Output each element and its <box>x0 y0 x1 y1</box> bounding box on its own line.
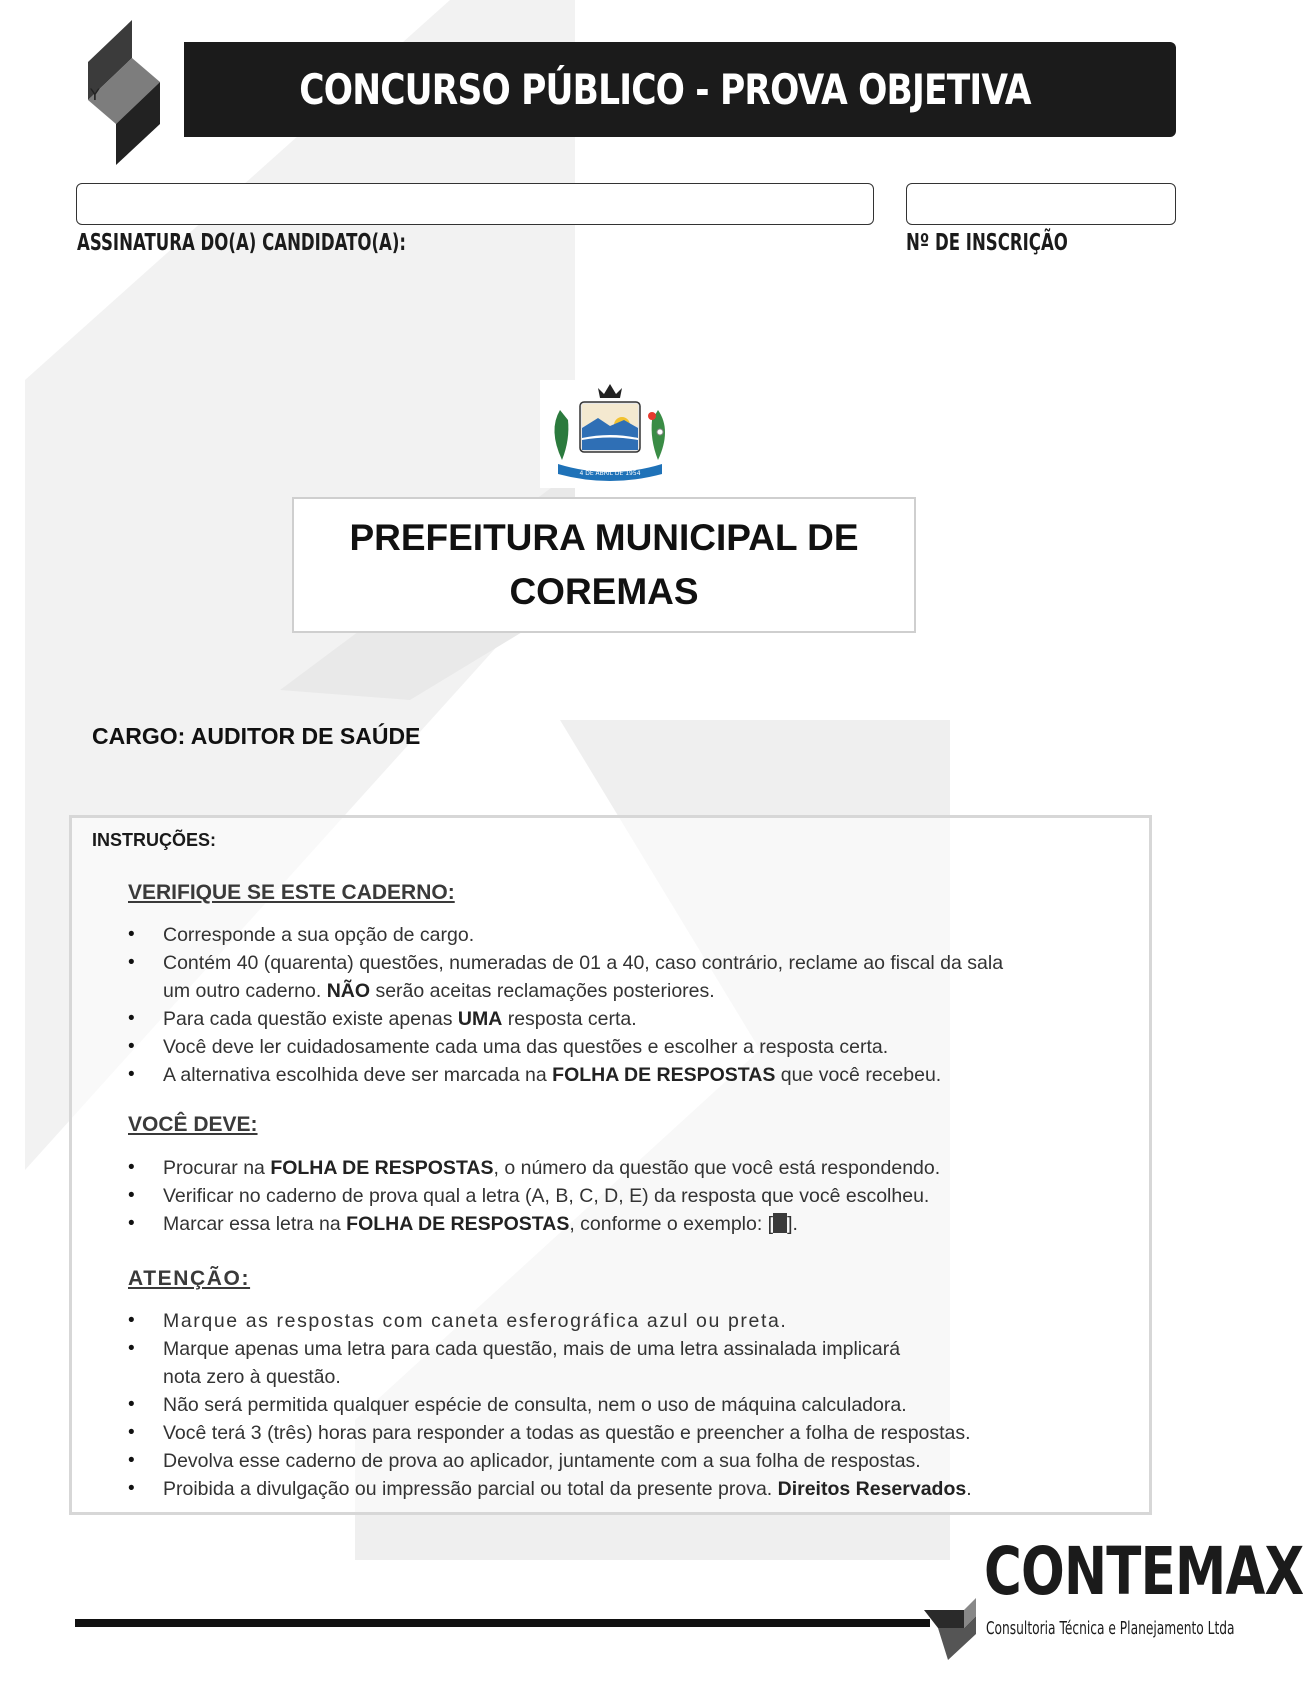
list-item: • Marque as respostas com caneta esferográfica azul ou preta. <box>128 1307 1128 1335</box>
contemax-logo-icon <box>80 20 190 165</box>
footer-rule <box>75 1619 930 1627</box>
brand-tagline: Consultoria Técnica e Planejamento Ltda <box>986 1618 1235 1639</box>
section-heading-atencao: ATENÇÃO: <box>128 1267 251 1290</box>
list-item: • Você deve ler cuidadosamente cada uma das questões e escolher a resposta certa. <box>128 1033 1128 1061</box>
list-item: • Contém 40 (quarenta) questões, numeradas de 01 a 40, caso contrário, reclame ao fiscal da sala um outro caderno. NÃO serão aceitas reclamações posteriores. <box>128 949 1128 1005</box>
instructions-title: INSTRUÇÕES: <box>92 830 217 850</box>
list-item: • Não será permitida qualquer espécie de consulta, nem o uso de máquina calculadora. <box>128 1391 1128 1419</box>
registration-label: Nº DE INSCRIÇÃO <box>906 230 1068 256</box>
exam-title: CONCURSO PÚBLICO - PROVA OBJETIVA <box>299 65 1031 114</box>
section-heading-voce-deve: VOCÊ DEVE: <box>128 1113 258 1136</box>
list-item: • Você terá 3 (três) horas para responder a todas as questão e preencher a folha de respostas. <box>128 1419 1128 1447</box>
list-item: • Marque apenas uma letra para cada questão, mais de uma letra assinalada implicará nota zero à questão. <box>128 1335 1128 1391</box>
municipality-title <box>349 511 858 619</box>
signature-label: ASSINATURA DO(A) CANDIDATO(A): <box>77 230 407 256</box>
list-item: • Marcar essa letra na FOLHA DE RESPOSTAS, conforme o exemplo: [ ]. <box>128 1210 1128 1238</box>
footer-logo <box>924 1533 1303 1658</box>
list-item: • Corresponde a sua opção de cargo. <box>128 921 1128 949</box>
job-position: CARGO: AUDITOR DE SAÚDE <box>92 723 421 749</box>
example-mark <box>773 1213 787 1233</box>
title-line-1: PREFEITURA MUNICIPAL DE <box>349 517 859 558</box>
instructions-box <box>69 815 1152 1515</box>
brand-name: CONTEMAX <box>984 1533 1303 1610</box>
signature-field[interactable] <box>76 183 874 225</box>
list-item: • Procurar na FOLHA DE RESPOSTAS, o número da questão que você está respondendo. <box>128 1154 1128 1182</box>
header-bar <box>184 42 1176 137</box>
list-item: • Para cada questão existe apenas UMA resposta certa. <box>128 1005 1128 1033</box>
list-item: • Verificar no caderno de prova qual a letra (A, B, C, D, E) da resposta que você escolheu. <box>128 1182 1128 1210</box>
list-atencao <box>128 1307 1128 1503</box>
title-box <box>292 497 916 633</box>
list-item: • Devolva esse caderno de prova ao aplicador, juntamente com a sua folha de respostas. <box>128 1447 1128 1475</box>
list-item: • A alternativa escolhida deve ser marcada na FOLHA DE RESPOSTAS que você recebeu. <box>128 1061 1128 1089</box>
registration-number-field[interactable] <box>906 183 1176 225</box>
list-voce-deve <box>128 1154 1128 1238</box>
title-line-2: COREMAS <box>509 571 699 612</box>
coat-of-arms-icon <box>540 380 680 488</box>
list-verifique <box>128 921 1128 1089</box>
list-item: • Proibida a divulgação ou impressão parcial ou total da presente prova. Direitos Reservados. <box>128 1475 1128 1503</box>
coat-ribbon-text: 4 DE ABRIL DE 1954 <box>579 470 641 477</box>
svg-text:Y: Y <box>90 85 100 104</box>
section-heading-verifique: VERIFIQUE SE ESTE CADERNO: <box>128 881 455 904</box>
